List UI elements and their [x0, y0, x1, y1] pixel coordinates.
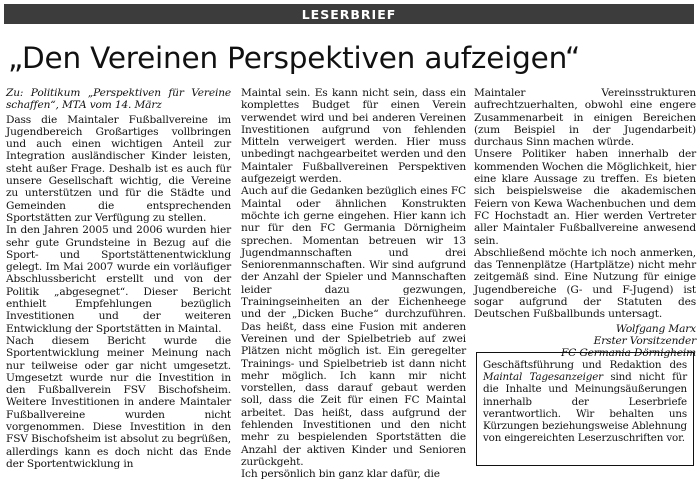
paragraph: Ich persönlich bin ganz klar dafür, die	[241, 468, 440, 481]
column-1	[6, 87, 231, 470]
paragraph: Nach diesem Bericht wurde die Sportentwicklung meiner Meinung nach nur teilweise oder gar nicht umgesetzt. Umgesetzt wurde nur die Investition in den Fußballverein FSV Bischofsheim. Weitere Investitionen in andere Maintaler Fußballvereine wurden nicht vorgenommen. Diese Investition in den FSV Bischofsheim ist absolut zu begrüßen, allerdings kann es doch nicht das Ende der Sportentwicklung in	[6, 334, 231, 470]
author-club: FC Germania Dörnigheim	[560, 347, 696, 360]
paragraph: Maintaler Vereinsstrukturen aufrechtzuerhalten, obwohl eine engere Zusammenarbeit in einigen Bereichen (zum Beispiel in der Jugendarbeit) durchaus Sinn machen würde.	[474, 87, 696, 149]
disclaimer-box	[476, 352, 694, 466]
column-2	[241, 87, 466, 481]
newspaper-name: Maintal Tagesanzeiger	[483, 371, 603, 384]
author-role: Erster Vorsitzender	[593, 334, 696, 347]
paragraph: Auch auf die Gedanken bezüglich eines FC Maintal oder ähnlichen Konstrukten möchte ich gerne eingehen. Hier kann ich nur für den FC Germania Dörnigheim sprechen. Momentan betreuen wir 13 Jugendmannschaften und drei Seniorenmannschaften. Wir sind aufgrund der Anzahl der Spieler und Mannschaften leider dazu gezwungen, Trainingseinheiten an der Eichenheege und der „Dicken Buche“ durchzuführen. Das heißt, dass eine Fusion mit anderen Vereinen und der Spielbetrieb auf zwei Plätzen nicht möglich ist. Ein geregelter Trainings- und Spielbetrieb ist dann nicht mehr möglich. Ich kann mir nicht vorstellen, dass darauf gebaut werden soll, dass die Zeit für einen FC Maintal arbeitet. Das heißt, dass aufgrund der fehlenden Investitionen und den nicht mehr zu bespielenden Sportstätten die Anzahl der aktiven Kinder und Senioren zurückgeht.	[241, 185, 466, 468]
paragraph: Maintal sein. Es kann nicht sein, dass ein komplettes Budget für einen Verein verwendet wird und bei anderen Vereinen Investitionen aufgrund von fehlenden Mitteln verweigert werden. Hier muss unbedingt nachgearbeitet werden und den Maintaler Fußballvereinen Perspektiven aufgezeigt werden.	[241, 87, 466, 186]
paragraph: Dass die Maintaler Fußballvereine im Jugendbereich Großartiges vollbringen und auch einen wichtigen Anteil zur Integration ausländischer Kinder leisten, steht außer Frage. Deshalb ist es auch für unsere Gesellschaft wichtig, die Vereine zu unterstützen und für die Städte und Gemeinden die entsprechenden Sportstätten zur Verfügung zu stellen.	[6, 113, 231, 224]
author-name: Wolfgang Marx	[615, 322, 696, 335]
reference-line: Zu: Politikum „Perspektiven für Vereine schaffen“, MTA vom 14. März	[6, 87, 231, 112]
paragraph: Unsere Politiker haben innerhalb der kommenden Wochen die Möglichkeit, hier eine klare Aussage zu treffen. Es bieten sich beispielsweise die akademischen Feiern von Kewa Wachenbuchen und dem FC Hochstadt an. Hier werden Vertreter aller Maintaler Fußballvereine anwesend sein.	[474, 148, 696, 247]
column-3	[474, 87, 696, 360]
paragraph: Abschließend möchte ich noch anmerken, das Tennenplätze (Hartplätze) nicht mehr zeitgemäß sind. Eine Nutzung für einige Jugendbereiche (G- und F-Jugend) ist sogar aufgrund der Statuten des Deutschen Fußballbunds untersagt.	[474, 246, 696, 321]
disclaimer-text-start: Geschäftsführung und Redaktion des	[483, 359, 687, 371]
paragraph: In den Jahren 2005 und 2006 wurden hier sehr gute Grundsteine in Bezug auf die Sport- und Sportstättenentwicklung gelegt. Im Mai 2007 wurde ein vorläufiger Abschlussbericht erstellt und von der Politik „abgesegnet“. Dieser Bericht enthielt Empfehlungen bezüglich Investitionen und der weiteren Entwicklung der Sportstätten in Maintal.	[6, 224, 231, 335]
disclaimer-text-end: sind nicht für die Inhalte und Meinungsäußerungen innerhalb der Leserbriefe verantwortlich. Wir behalten uns Kürzungen beziehungsweise Ablehnung von eingereichten Leserzuschriften vor.	[483, 371, 687, 445]
section-header-bar	[4, 4, 694, 24]
section-label: LESERBRIEF	[301, 6, 397, 22]
article-headline: „Den Vereinen Perspektiven aufzeigen“	[8, 41, 581, 75]
